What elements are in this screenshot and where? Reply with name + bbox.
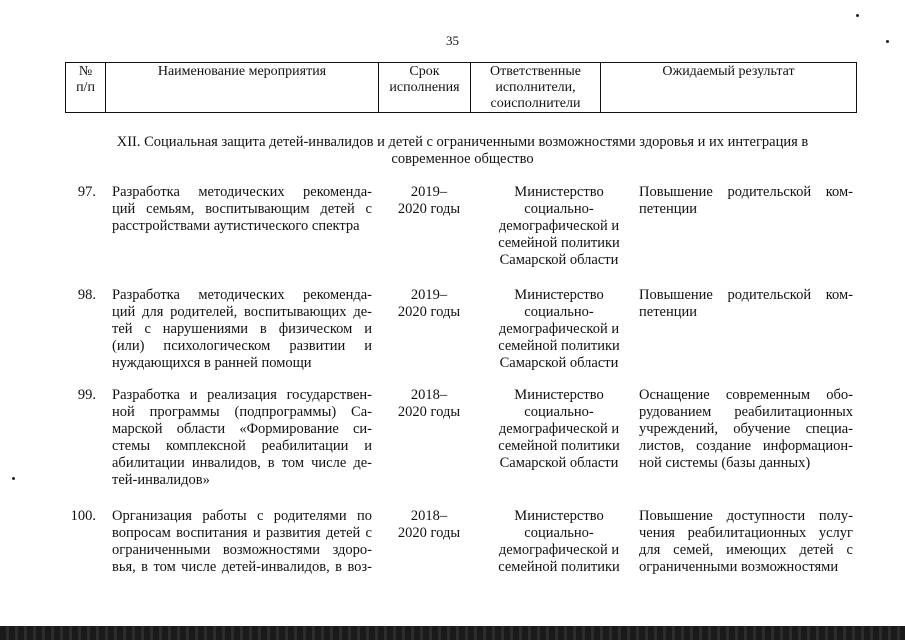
row-resp-line: Министерство [514, 184, 604, 200]
row-result [639, 387, 853, 472]
table-header [65, 62, 857, 113]
row-resp-line: Самарской области [499, 252, 619, 268]
row-name-line: Организация работы с родителями по [112, 508, 372, 524]
row-term-line: 2018– [410, 387, 448, 403]
row-result-line: ограниченными возможностями [639, 559, 839, 575]
row-name-line: ограниченными возможностями здоро- [112, 542, 372, 558]
row-name-line: (или) психологическом развитии и [112, 338, 372, 354]
row-result [639, 287, 853, 321]
header-name: Наименование мероприятия [106, 63, 379, 113]
header-term [379, 63, 471, 113]
row-resp-line: демографической и [498, 218, 620, 234]
row-name-line: ций для родителей, воспитывающих де- [112, 304, 372, 320]
row-resp-line: социально- [524, 304, 594, 320]
header-resp-line: соисполнители [490, 96, 581, 111]
row-name-line: нуждающихся в ранней помощи [112, 355, 312, 371]
header-term-line: Срок [409, 64, 440, 79]
row-term-line: 2020 годы [397, 304, 461, 320]
header-resp [471, 63, 601, 113]
row-responsible [484, 387, 634, 472]
row-resp-line: социально- [524, 404, 594, 420]
row-term-line: 2019– [410, 287, 448, 303]
row-responsible [484, 184, 634, 269]
row-term [384, 387, 474, 421]
row-name-line: вья, в том числе детей-инвалидов, в воз- [112, 559, 372, 575]
row-resp-line: социально- [524, 201, 594, 217]
section-title-line: XII. Социальная защита детей-инвалидов и детей с ограниченными возможностями здоровья и их интеграция в [116, 134, 809, 150]
row-name-line: Разработка методических рекоменда- [112, 287, 372, 303]
row-resp-line: Министерство [514, 287, 604, 303]
header-num [66, 63, 106, 113]
row-name-line: марской области «Формирование си- [112, 421, 372, 437]
row-resp-line: демографической и [498, 542, 620, 558]
row-result-line: петенции [639, 304, 698, 320]
section-title [90, 134, 835, 168]
row-resp-line: Самарской области [499, 455, 619, 471]
row-term-line: 2018– [410, 508, 448, 524]
row-resp-line: семейной политики [498, 438, 620, 454]
row-name-line: тей с нарушениями в физическом и [112, 321, 372, 337]
row-term-line: 2020 годы [397, 201, 461, 217]
row-result-line: для семей, имеющих детей с [639, 542, 853, 558]
row-responsible [484, 287, 634, 372]
row-result-line: ной системы (базы данных) [639, 455, 811, 471]
scan-speck [856, 14, 859, 17]
row-result [639, 184, 853, 218]
row-result-line: петенции [639, 201, 698, 217]
scan-edge-bar [0, 626, 905, 640]
page-number: 35 [446, 33, 459, 48]
row-resp-line: Самарской области [499, 355, 619, 371]
row-name-line: вопросам воспитания и развития детей с [112, 525, 372, 541]
row-resp-line: семейной политики [498, 559, 620, 575]
scan-speck [886, 40, 889, 43]
row-name-line: тей-инвалидов» [112, 472, 210, 488]
row-name-line: Разработка методических рекоменда- [112, 184, 372, 200]
header-result: Ожидаемый результат [601, 63, 857, 113]
row-term-line: 2020 годы [397, 404, 461, 420]
row-result [639, 508, 853, 576]
row-number: 97. [77, 184, 96, 200]
row-name-line: стемы комплексной реабилитации и [112, 438, 372, 454]
row-resp-line: демографической и [498, 421, 620, 437]
row-name-line: ной программы (подпрограммы) Са- [112, 404, 372, 420]
row-resp-line: семейной политики [498, 338, 620, 354]
row-result-line: учреждений, обучение специа- [639, 421, 853, 437]
row-result-line: листов, создание информацион- [639, 438, 853, 454]
row-result-line: Повышение родительской ком- [639, 287, 853, 303]
row-term-line: 2019– [410, 184, 448, 200]
header-resp-line: исполнители, [495, 80, 576, 95]
row-responsible [484, 508, 634, 576]
row-term [384, 508, 474, 542]
header-resp-line: Ответственные [490, 64, 581, 79]
row-name-line: ций семьям, воспитывающим детей с [112, 201, 372, 217]
row-term [384, 184, 474, 218]
row-number: 98. [77, 287, 96, 303]
row-name [112, 287, 372, 372]
row-result-line: Оснащение современным обо- [639, 387, 853, 403]
row-name-line: Разработка и реализация государствен- [112, 387, 372, 403]
row-result-line: Повышение родительской ком- [639, 184, 853, 200]
row-resp-line: демографической и [498, 321, 620, 337]
row-name [112, 184, 372, 235]
header-num-line: п/п [76, 80, 95, 95]
scan-speck [12, 477, 15, 480]
section-title-line: современное общество [391, 151, 534, 167]
row-number: 99. [77, 387, 96, 403]
row-term [384, 287, 474, 321]
row-result-line: чения реабилитационных услуг [639, 525, 853, 541]
header-term-line: исполнения [389, 80, 460, 95]
row-resp-line: Министерство [514, 508, 604, 524]
row-name [112, 508, 372, 576]
row-resp-line: социально- [524, 525, 594, 541]
row-name [112, 387, 372, 489]
header-num-line: № [78, 64, 93, 79]
row-result-line: Повышение доступности полу- [639, 508, 853, 524]
row-resp-line: семейной политики [498, 235, 620, 251]
row-name-line: расстройствами аутистического спектра [112, 218, 360, 234]
row-resp-line: Министерство [514, 387, 604, 403]
row-number: 100. [70, 508, 96, 524]
row-name-line: абилитации инвалидов, в том числе де- [112, 455, 372, 471]
row-result-line: рудованием реабилитационных [639, 404, 853, 420]
row-term-line: 2020 годы [397, 525, 461, 541]
